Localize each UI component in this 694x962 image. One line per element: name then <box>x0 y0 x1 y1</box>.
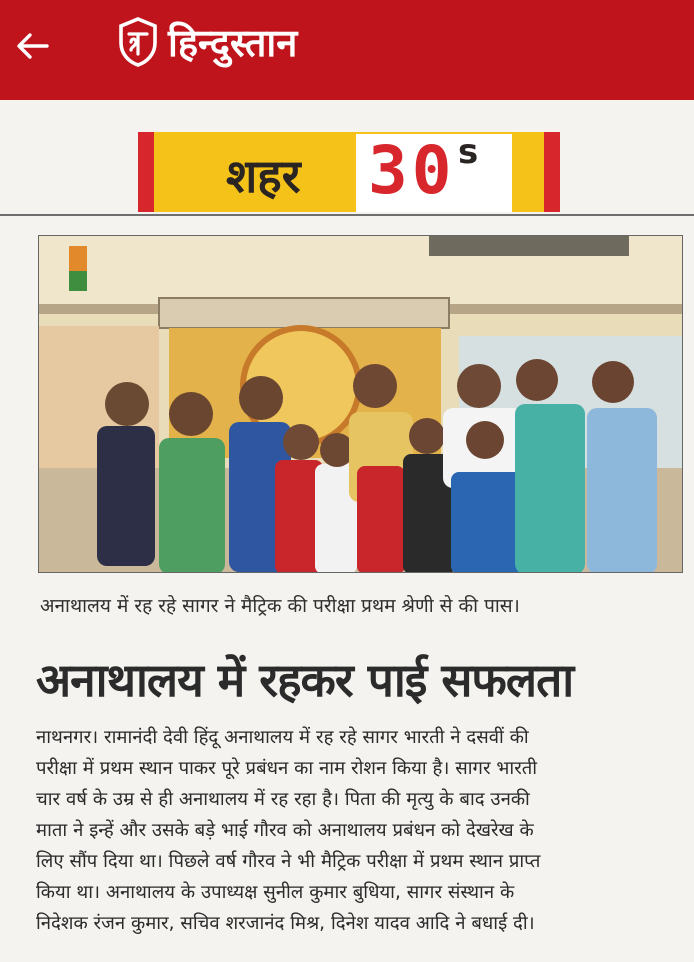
body-line: परीक्षा में प्रथम स्थान पाकर पूरे प्रबंधन का नाम रोशन किया है। सागर भारती <box>36 758 538 779</box>
section-divider <box>0 214 694 216</box>
photo-caption: अनाथालय में रह रहे सागर ने मैट्रिक की परीक्षा प्रथम श्रेणी से की पास। <box>40 595 520 617</box>
body-line: चार वर्ष के उम्र से ही अनाथालय में रह रहा है। पिता की मृत्यु के बाद उनकी <box>36 789 530 810</box>
arrow-left-icon <box>15 32 49 60</box>
body-line: निदेशक रंजन कुमार, सचिव शरजानंद मिश्र, दिनेश यादव आदि ने बधाई दी। <box>36 913 535 934</box>
banner-cap-left <box>138 132 154 212</box>
brand-name: हिन्दुस्तान <box>168 21 298 65</box>
section-word: शहर <box>226 149 301 203</box>
body-line: किया था। अनाथालय के उपाध्यक्ष सुनील कुमार बुधिया, सागर संस्थान के <box>36 882 515 903</box>
brand-logo[interactable] <box>118 14 297 70</box>
section-number: 30 <box>368 132 456 209</box>
section-number-box <box>356 134 512 212</box>
back-button[interactable] <box>10 26 54 66</box>
body-line: माता ने इन्हें और उसके बड़े भाई गौरव को अनाथालय प्रबंधन को देखरेख के <box>36 820 534 841</box>
article-photo <box>38 235 683 573</box>
body-line: लिए सौंप दिया था। पिछले वर्ष गौरव ने भी मैट्रिक परीक्षा में प्रथम स्थान प्राप्त <box>36 851 541 872</box>
article-headline: अनाथालय में रहकर पाई सफलता <box>36 653 574 707</box>
article-body <box>36 722 686 939</box>
app-bar <box>0 0 694 100</box>
banner-cap-right <box>544 132 560 212</box>
section-suffix: s <box>458 132 479 172</box>
section-banner <box>138 132 560 212</box>
body-line: नाथनगर। रामानंदी देवी हिंदू अनाथालय में रह रहे सागर भारती ने दसवीं की <box>36 727 529 748</box>
hindustan-logo-icon <box>118 17 158 67</box>
group-photo <box>39 236 683 573</box>
